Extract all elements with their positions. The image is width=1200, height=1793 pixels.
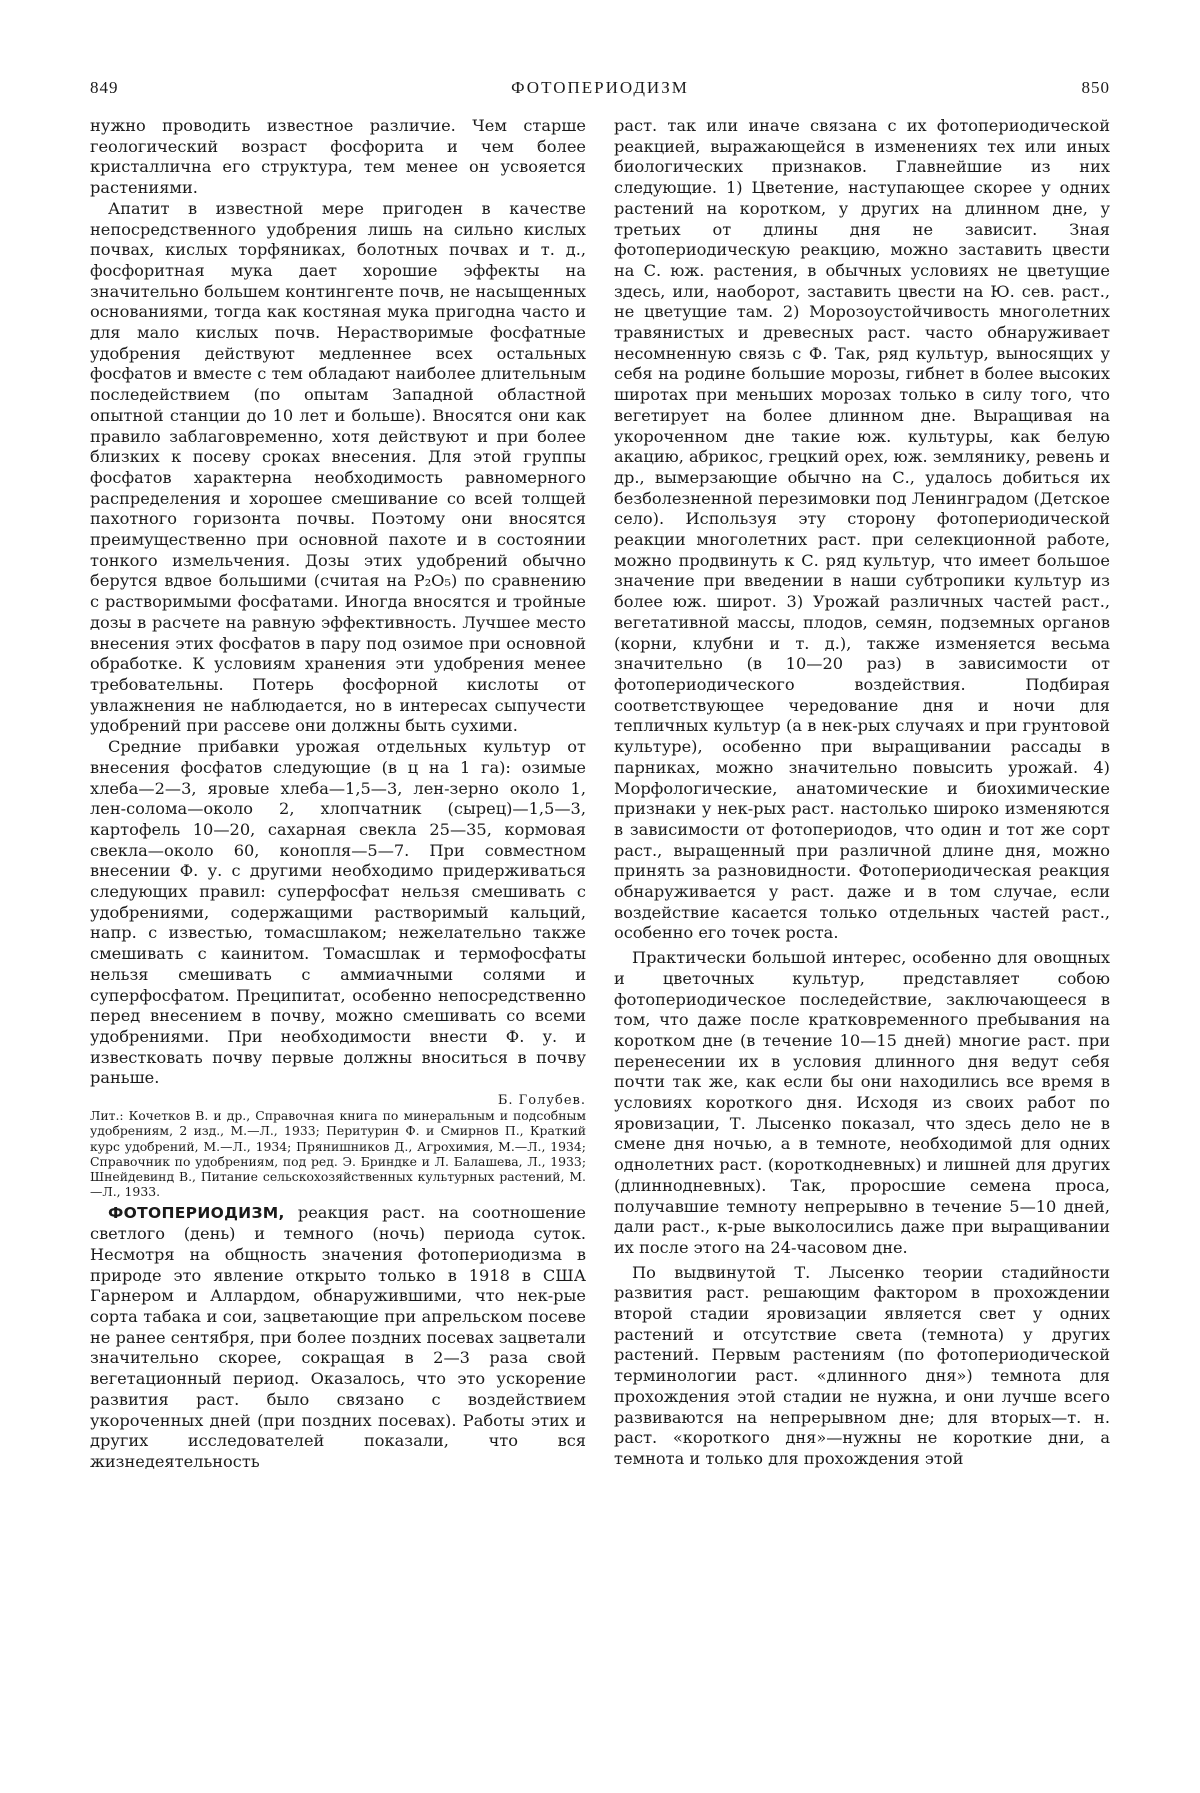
literature-list: Лит.: Кочетков В. и др., Справочная книга по минеральным и подсобным удобрениям, 2 изд., М.—Л., 1933; Перитурин Ф. и Смирнов П., Краткий курс удобрений, М.—Л., 1934; Прянишников Д., Агрохимия, М.—Л., 1934; Справочник по удобрениям, под ред. Э. Бриндке и Л. Балашева, Л., 1933; Шнейдевинд В., Питание сельскохозяйственных культурных растений, М.—Л., 1933. [90,1108,586,1200]
paragraph-aftereffect: Практически большой интерес, особенно для овощных и цветочных культур, представляет собою фотопериодическое последействие, заключающееся в том, что даже после кратковременного пребывания на коротком дне (в течение 10—15 дней) многие раст. при перенесении их в условия длинного дня ведут себя почти так же, как если бы они находились все время в условиях короткого дня. Исходя из своих работ по яровизации, Т. Лысенко показал, что здесь дело не в смене дня ночью, а в темноте, необходимой для одних однолетних раст. (короткодневных) и лишней для других (длиннодневных). Так, проросшие семена проса, получавшие темноту непрерывно в течение 5—10 дней, дали раст., к-рые выколосились даже при выращивании их после этого на 24-часовом дне. [614,948,1110,1257]
paragraph-continuation: нужно проводить известное различие. Чем старше геологический возраст фосфорита и чем более кристаллична его структура, тем менее он усвояется растениями. [90,116,586,198]
author-signature: Б. Голубев. [497,1093,586,1109]
page-number-left: 849 [90,78,119,97]
right-column [614,116,1110,1470]
literature-block [90,1093,586,1199]
page-number-right: 850 [1081,78,1110,97]
running-title: ФОТОПЕРИОДИЗМ [511,78,689,97]
left-column [90,116,586,1473]
paragraph-features: раст. так или иначе связана с их фотопериодической реакцией, выражающейся в изменениях тех или иных биологических признаков. Главнейшие из них следующие. 1) Цветение, наступающее скорее у одних растений на коротком, у других на длинном дне, у третьих от длины дня не зависит. Зная фотопериодическую реакцию, можно заставить цвести на С. юж. растения, в обычных условиях не цветущие здесь, или, наоборот, заставить цвести на Ю. сев. раст., не цветущие там. 2) Морозоустойчивость многолетних травянистых и древесных раст. часто обнаруживает несомненную связь с Ф. Так, ряд культур, выносящих у себя на родине большие морозы, гибнет в более высоких широтах при меньших морозах только в силу того, что вегетирует на более длинном дне. Выращивая на укороченном дне такие юж. культуры, как белую акацию, абрикос, грецкий орех, юж. землянику, ревень и др., вымерзающие обычно на С., удалось добиться их безболезненной перезимовки под Ленинградом (Детское село). Используя эту сторону фотопериодической реакции многолетних раст. при селекционной работе, можно продвинуть к С. ряд культур, что имеет большое значение при введении в наши субтропики культур из более юж. широт. 3) Урожай различных частей раст., вегетативной массы, плодов, семян, подземных органов (корни, клубни и т. д.), также изменяется весьма значительно (в 10—20 раз) в зависимости от фотопериодического воздействия. Подбирая соответствующее чередование дня и ночи для тепличных культур (а в нек-рых случаях и при грунтовой культуре), особенно при выращивании рассады в парниках, можно значительно повысить урожай. 4) Морфологические, анатомические и биохимические признаки у нек-рых раст. настолько широко изменяются в зависимости от фотопериодов, что один и тот же сорт раст., выращенный при различной длине дня, можно принять за разновидности. Фотопериодическая реакция обнаруживается у раст. даже и в том случае, если воздействие касается только отдельных частей раст., особенно его точек роста. [614,116,1111,943]
entry-photoperiodism [90,1203,586,1472]
entry-text: реакция раст. на соотношение светлого (день) и темного (ночь) периода суток. Несмотря на общность значения фотопериодизма в природе это явление открыто только в 1918 в США Гарнером и Аллардом, обнаружившими, что нек-рые сорта табака и сои, зацветающие при апрельском посеве не ранее сентября, при более поздних посевах зацветали значительно скорее, сокращая в 2—3 раза свой вегетационный период. Оказалось, что это ускорение развития раст. было связано с воздействием укороченных дней (при поздних посевах). Работы этих и других исследователей показали, что вся жизнедеятельность [90,1203,586,1471]
paragraph-apatite: Апатит в известной мере пригоден в качестве непосредственного удобрения лишь на сильно кислых почвах, кислых торфяниках, болотных почвах и т. д., фосфоритная мука дает хорошие эффекты на значительно большем контингенте почв, не насыщенных основаниями, тогда как костяная мука пригодна часто и для мало кислых почв. Нерастворимые фосфатные удобрения действуют медленнее всех остальных фосфатов и вместе с тем обладают наиболее длительным последействием (по опытам Западной областной опытной станции до 10 лет и больше). Вносятся они как правило заблаговременно, хотя действуют и при более близких к посеву сроках внесения. Для этой группы фосфатов характерна необходимость равномерного распределения и хорошее смешивание со всей толщей пахотного горизонта почвы. Поэтому они вносятся преимущественно при основной пахоте и в состоянии тонкого измельчения. Дозы этих удобрений обычно берутся вдвое большими (считая на P₂O₅) по сравнению с растворимыми фосфатами. Иногда вносятся и тройные дозы в расчете на равную эффективность. Лучшее место внесения этих фосфатов в пару под озимое при основной обработке. К условиям хранения эти удобрения менее требовательны. Потерь фосфорной кислоты от увлажнения не наблюдается, но в интересах сыпучести удобрений при рассеве они должны быть сухими. [90,198,586,736]
paragraph-yield-increase: Средние прибавки урожая отдельных культур от внесения фосфатов следующие (в ц на 1 га): озимые хлеба—2—3, яровые хлеба—1,5—3, лен-зерно около 1, лен-солома—около 2, хлопчатник (сырец)—1,5—3, картофель 10—20, сахарная свекла 25—35, кормовая свекла—около 60, конопля—5—7. При совместном внесении Ф. у. с другими необходимо придерживаться следующих правил: суперфосфат нельзя смешивать с удобрениями, содержащими растворимый кальций, напр. с известью, томасшлаком; нежелательно также смешивать с каинитом. Томасшлак и термофосфаты нельзя смешивать с аммиачными солями и суперфосфатом. Преципитат, особенно непосредственно перед внесением в почву, можно смешивать со всеми удобрениями. При необходимости внести Ф. у. и известковать почву первые должны вноситься в почву раньше. [90,737,586,1088]
paragraph-stage-theory: По выдвинутой Т. Лысенко теории стадийности развития раст. решающим фактором в прохождении второй стадии яровизации является свет у одних растений и отсутствие света (темнота) у других растений. Первым растениям (по фотопериодической терминологии раст. «длинного дня») темнота для прохождения этой стадии не нужна, и они лучше всего развиваются на непрерывном дне; для вторых—т. н. раст. «короткого дня»—нужны не короткие дни, а темнота и только для прохождения этой [614,1262,1110,1468]
entry-headword: ФОТОПЕРИОДИЗМ, [108,1204,285,1223]
running-head [90,78,1110,104]
